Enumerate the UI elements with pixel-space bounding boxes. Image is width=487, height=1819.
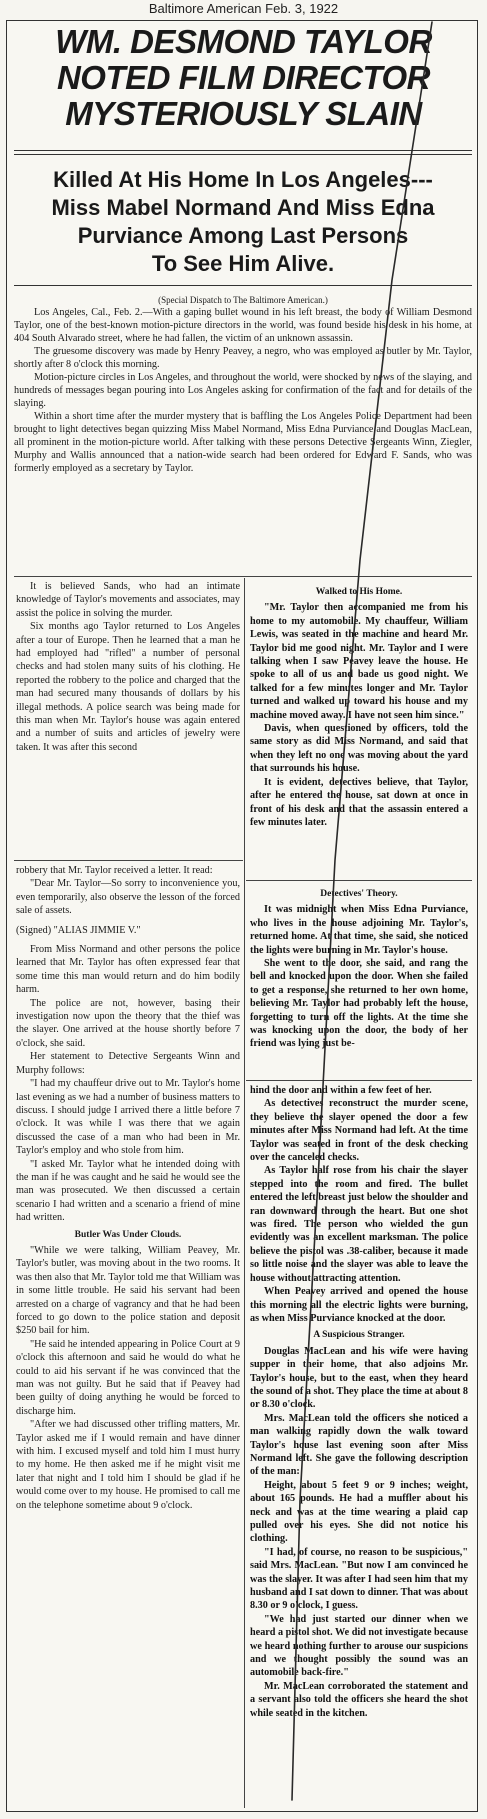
paragraph: "I had, of course, no reason to be suspicious," said Mrs. MacLean. "But now I am convinced he was the slayer. It was after I had seen him that my husband and I sat down to dinner. That was about 8.30 or 9 o'clock, I guess. [250,1546,468,1612]
lead-paragraph: Los Angeles, Cal., Feb. 2.—With a gaping bullet wound in his left breast, the body of William Desmond Taylor, one of the best-known motion-picture directors in the world, was found beside his desk in his home, at 404 South Alvarado street, where he had fallen, the victim of an unknown assassin. [14,307,472,344]
subheadline-line-2: Miss Mabel Normand And Miss Edna [51,195,435,220]
paragraph: Davis, when questioned by officers, told the same story as did Miss Normand, and said that when they left no one was moving about the yard that surrounds his house. [250,723,468,775]
paragraph: From Miss Normand and other persons the police learned that Mr. Taylor has often expressed fear that some time this man would return and do him bodily harm. [16,944,240,996]
headline-line-3: MYSTERIOUSLY SLAIN [65,95,422,132]
headline-line-1: WM. DESMOND TAYLOR [55,23,432,60]
section-heading: Detectives' Theory. [320,889,398,899]
headline-line-2: NOTED FILM DIRECTOR [56,59,431,96]
paragraph: It was midnight when Miss Edna Purviance, who lives in the house adjoining Mr. Taylor's, returned home. At that time, she said, she noticed the lights were burning in Mr. Taylor's house. [250,904,468,956]
paragraph: robbery that Mr. Taylor received a letter. It read: [16,865,213,876]
paragraph: When Peavey arrived and opened the house this morning all the electric lights were burning, as when Miss Purviance knocked at the door. [250,1286,468,1324]
paragraph: "I had my chauffeur drive out to Mr. Taylor's home last evening as we had a number of business matters to discuss. I should judge I arrived there a little before 7 o'clock. It was while I was there that we again discussed the case of a man who had been in Mr. Taylor's employ and who stole from him. [16,1078,240,1157]
paragraph: She went to the door, she said, and rang the bell and knocked upon the door. When she failed to get a response, she returned to her own home, believing Mr. Taylor had probably left the house, forgetting to turn off the lights. At the time she was knocking upon the door, the body of her friend was lying just be- [250,958,468,1050]
paragraph: As detectives reconstruct the murder scene, they believe the slayer opened the door a few minutes after Miss Normand had left. At the time Taylor was seated in front of the desk checking over the canceled checks. [250,1098,468,1164]
paragraph: hind the door and within a few feet of her. [250,1085,432,1096]
paragraph: Mrs. MacLean told the officers she noticed a man walking rapidly down the walk toward Taylor's house last evening soon after Miss Normand left. She gave the following description of the man: [250,1412,468,1478]
paragraph: It is believed Sands, who had an intimate knowledge of Taylor's movements and associates, may assist the police in solving the murder. [16,581,240,619]
paragraph: Douglas MacLean and his wife were having supper in their home, that also adjoins Mr. Taylor's house, but to the east, when they heard the sound of a shot. They place the time at about 8 or 8.30 o'clock. [250,1345,468,1411]
paragraph: "I asked Mr. Taylor what he intended doing with the man if he was caught and he said he would see the man was prosecuted. We then discussed a certain scenario I had written and a scenario a friend of mine had written. [16,1158,240,1224]
section-heading: Walked to His Home. [315,587,403,597]
clipping-label: Baltimore American Feb. 3, 1922 [148,1,339,16]
paragraph: "Dear Mr. Taylor—So sorry to inconvenience you, even temporarily, also observe the lesson of the forced sale of assets. [16,878,240,917]
paragraph: "He said he intended appearing in Police Court at 9 o'clock this afternoon and said he would do what he could to aid his servant if he was convinced that the man was not guilty. But he said that if Peavey had been guilty of doing anything he would be forced to discharge him. [16,1338,240,1417]
paragraph: Her statement to Detective Sergeants Winn and Murphy follows: [16,1051,240,1076]
paragraph: It is evident, detectives believe, that Taylor, after he entered the house, sat down at once in front of his desk and that the assassin entered a few minutes later. [250,776,468,828]
paragraph: Height, about 5 feet 9 or 9 inches; weight, about 165 pounds. He had a muffler about his neck and was at the time wearing a plaid cap pulled over his eyes. She did not notice his clothing. [250,1479,468,1545]
lead-paragraph: The gruesome discovery was made by Henry Peavey, a negro, who was employed as butler by Mr. Taylor, shortly after 8 o'clock this morning. [14,346,472,370]
section-heading: A Suspicious Stranger. [313,1330,405,1341]
dispatch-byline: (Special Dispatch to The Baltimore American.) [158,295,328,305]
section-heading: Butler Was Under Clouds. [74,1229,182,1240]
paragraph: "Mr. Taylor then accompanied me from his home to my automobile. My chauffeur, William Lewis, was seated in the machine and heard Mr. Taylor bid me good night. Mr. Taylor and I were talking when I saw Peavey leave the house. He spoke to all of us and bade us good night. We talked for a few minutes longer and Mr. Taylor turned and walked up toward his house and my machine moved away. I have not seen him since." [250,602,468,721]
subheadline-line-3: Purviance Among Last Persons [77,223,409,248]
lead-paragraph: Within a short time after the murder mystery that is baffling the Los Angeles Police Department had been brought to light detectives began quizzing Miss Mabel Normand, Miss Edna Purviance and Douglas MacLean, all prominent in the motion-picture world. After talking with these persons Detective Sergeants Winn, Ziegler, Murphy and Wallis announced that a nation-wide search had been ordered for Edward F. Sands, who was formerly employed as a secretary by Taylor. [14,411,472,474]
lead-paragraph: Motion-picture circles in Los Angeles, and throughout the world, were shocked by news of the slaying, and hundreds of messages began pouring into Los Angeles asking for confirmation of the fact and for details of the slaying. [14,372,472,409]
subheadline-line-1: Killed At His Home In Los Angeles--- [53,167,433,192]
letter-signature: (Signed) "ALIAS JIMMIE V." [16,924,141,936]
paragraph: "After we had discussed other trifling matters, Mr. Taylor asked me if I would remain and have dinner with him. I excused myself and told him I must hurry to my home. He then asked me if he might visit me later that night and I told him I should be glad if he would come over to my house. He promised to call me on the telephone sometime about 9 o'clock. [16,1419,240,1511]
paragraph: "We had just started our dinner when we heard a pistol shot. We did not investigate because we heard nothing further to arouse our suspicions and we thought possibly the sound was an automobile back-fire." [250,1613,468,1679]
paragraph: As Taylor half rose from his chair the slayer stepped into the room and fired. The bullet entered the left breast just below the shoulder and ran downward through the heart. But one shot was fired. The person who wielded the gun evidently was an excellent marksman. The police believe the pistol was .38-caliber, because it made so little noise and the slayer was able to leave the house without attracting attention. [250,1165,468,1284]
subheadline-line-4: To See Him Alive. [151,251,335,276]
paragraph: "While we were talking, William Peavey, Mr. Taylor's butler, was moving about in the two rooms. It was then also that Mr. Taylor told me that William was in some little trouble. He said his servant had been arrested on a charge of vagrancy and that he had been forced to go down to the police station and deposit $250 bail for him. [16,1244,240,1337]
paragraph: The police are not, however, basing their investigation now upon the theory that the thief was the slayer. One arrived at the house shortly before 7 o'clock, she said. [16,997,240,1049]
paragraph: Mr. MacLean corroborated the statement and a servant also told the officers she heard the shot while seated in the kitchen. [250,1680,468,1719]
paragraph: Six months ago Taylor returned to Los Angeles after a tour of Europe. Then he learned that a man he had employed had "rifled" a number of personal checks and had stolen many suits of his clothing. He reported the robbery to the police and charged that the man had secured many thousands of dollars by his illegal methods. A police search was being made for this man when Mr. Taylor's house was again entered and a number of suits and articles of jewelry were taken. It was after this second [16,621,240,753]
